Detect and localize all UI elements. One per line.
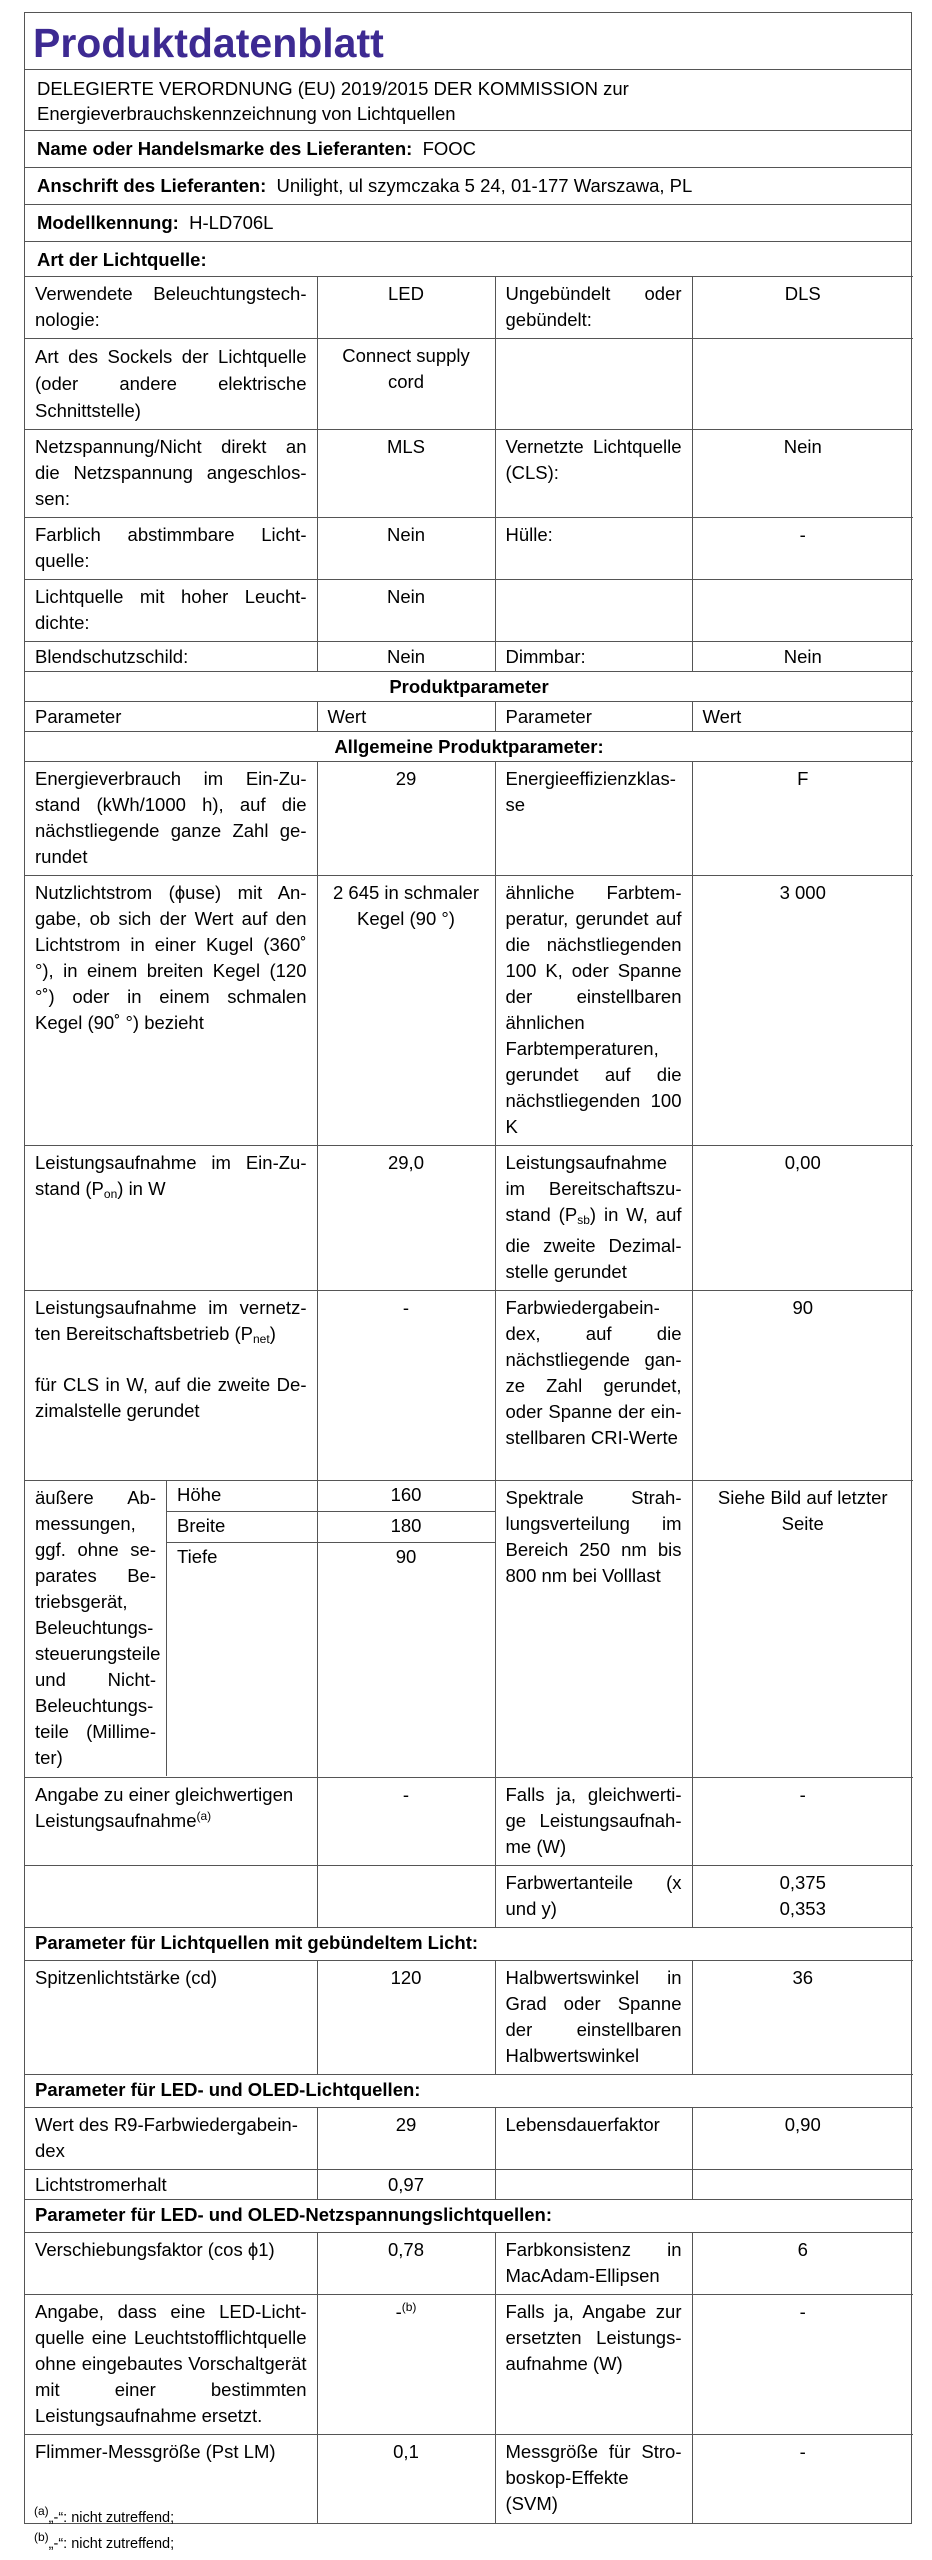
dimensions-label: äußere Abmessungen, ggf. ohne separates Betriebsgerät, Beleuchtungssteuerungsteile und Nicht-Beleuchtungsteile (Millimeter) [25, 1481, 167, 1776]
table-row [25, 277, 913, 339]
table-row [25, 339, 913, 430]
table-row [25, 1778, 913, 1866]
param-cell: Leistungsaufnahme im Bereitschaftszustand $(P_{sb})$ in W, auf die zweite Dezimalstelle gerundet [495, 1146, 692, 1291]
value-cell: - [317, 1778, 495, 1866]
chromaticity-y: 0,353 [779, 1898, 826, 1919]
param-cell: Falls ja, gleichwertige Leistungsaufnahme (W) [495, 1778, 692, 1866]
value-cell: 2 645 in schmaler Kegel (90 °) [317, 876, 495, 1146]
value-cell: 120 [317, 1961, 495, 2075]
param-cell: Lebensdauerfaktor [495, 2108, 692, 2170]
dimension-label: Tiefe [177, 1546, 218, 1567]
chromaticity-x: 0,375 [779, 1872, 826, 1893]
table-row [25, 2200, 913, 2233]
table-row [25, 1291, 913, 1481]
table-row [25, 672, 913, 702]
section-heading: Art der Lichtquelle: [25, 241, 911, 276]
param-cell: Spektrale Strahlungsverteilung im Bereich 250 nm bis 800 nm bei Volllast [495, 1481, 692, 1778]
table-row [25, 642, 913, 672]
model-label: Modellkennung: [37, 212, 179, 233]
table-row [25, 2233, 913, 2295]
param-cell: Netzspannung/Nicht direkt an die Netzspannung angeschlossen: [25, 430, 317, 518]
supplier-line [25, 130, 911, 167]
value-cell: 36 [692, 1961, 913, 2075]
address-line [25, 167, 911, 204]
regulation-text: DELEGIERTE VERORDNUNG (EU) 2019/2015 DER KOMMISSION zur Energieverbrauchskennzeichnung von Lichtquellen [25, 69, 911, 130]
value-cell [692, 339, 913, 430]
table-row [25, 1481, 913, 1778]
product-params-heading: Produktparameter [25, 672, 913, 702]
param-cell: Energieeffizienzklasse [495, 762, 692, 876]
param-cell: Farbwertanteile (x und y) [495, 1866, 692, 1928]
param-cell: Blendschutzschild: [25, 642, 317, 672]
value-cell: - [692, 1778, 913, 1866]
footnote: $^{(a)}$„-“: nicht zutreffend; [34, 2504, 175, 2526]
param-cell: Leistungsaufnahme im vernetzten Bereitschaftsbetrieb $(P_{net})$ für CLS in W, auf die zweite Dezimalstelle gerundet [25, 1291, 317, 1481]
table-row [25, 1928, 913, 1961]
value-cell [692, 2170, 913, 2200]
value-cell: 0,00 [692, 1146, 913, 1291]
table-row [25, 2108, 913, 2170]
param-cell [495, 580, 692, 642]
value-cell: F [692, 762, 913, 876]
dimension-value: 90 [395, 1546, 417, 1567]
supplier-label: Name oder Handelsmarke des Lieferanten: [37, 138, 413, 159]
address-value: Unilight, ul szymczaka 5 24, 01-177 Warszawa, PL [276, 175, 693, 196]
table-row [25, 876, 913, 1146]
param-cell: Wert des R9-Farbwiedergabeindex [25, 2108, 317, 2170]
table-row [25, 1961, 913, 2075]
column-header: Parameter [25, 702, 317, 732]
value-cell: Nein [317, 518, 495, 580]
table-row [25, 1146, 913, 1291]
dimension-label: Breite [167, 1512, 317, 1543]
value-cell: 0,90 [692, 2108, 913, 2170]
param-cell: Lichtstromerhalt [25, 2170, 317, 2200]
dimensions-values [317, 1481, 495, 1778]
value-cell: 0,97 [317, 2170, 495, 2200]
column-header: Wert [692, 702, 913, 732]
column-header: Wert [317, 702, 495, 732]
table-row [25, 1866, 913, 1928]
table-row [25, 580, 913, 642]
value-cell: Nein [692, 430, 913, 518]
value-cell: - [692, 518, 913, 580]
column-header: Parameter [495, 702, 692, 732]
value-cell: 3 000 [692, 876, 913, 1146]
param-cell: Nutzlichtstrom (ϕuse) mit Angabe, ob sich der Wert auf den Lichtstrom in einer Kugel (360˚ °), in einem breiten Kegel (120 °˚) oder in einem schmalen Kegel (90˚ °) bezieht [25, 876, 317, 1146]
value-cell: 0,1 [317, 2435, 495, 2523]
table-row [25, 2170, 913, 2200]
value-cell: LED [317, 277, 495, 339]
value-cell: 6 [692, 2233, 913, 2295]
param-cell: Leistungsaufnahme im Ein-Zustand $(P_{on})$ in W [25, 1146, 317, 1291]
footnote: $^{(b)}$„-“: nicht zutreffend; [34, 2530, 175, 2552]
page-title: Produktdatenblatt [33, 20, 384, 66]
value-cell: Connect supply cord [317, 339, 495, 430]
table-row [25, 518, 913, 580]
value-cell [692, 580, 913, 642]
value-cell: - [692, 2435, 913, 2523]
product-data-sheet [24, 12, 912, 2524]
value-cell [317, 1866, 495, 1928]
param-cell: Energieverbrauch im Ein-Zustand (kWh/1000 h), auf die nächstliegende ganze Zahl gerundet [25, 762, 317, 876]
table-row [25, 762, 913, 876]
value-cell: DLS [692, 277, 913, 339]
param-cell: Halbwertswinkel in Grad oder Spanne der einstellbaren Halbwertswinkel [495, 1961, 692, 2075]
value-cell: Nein [317, 642, 495, 672]
param-cell: Art des Sockels der Lichtquelle (oder andere elektrische Schnittstelle) [25, 339, 317, 430]
param-cell: Angabe, dass eine LED-Lichtquelle eine Leuchtstofflichtquelle ohne eingebautes Vorschaltgerät mit einer bestimmten Leistungsaufnahme ersetzt. [25, 2295, 317, 2435]
table-row [25, 2075, 913, 2108]
supplier-value: FOOC [422, 138, 477, 159]
general-params-heading: Allgemeine Produktparameter: [25, 732, 913, 762]
param-cell: Farbkonsistenz in MacAdam-Ellipsen [495, 2233, 692, 2295]
table-row [25, 2295, 913, 2435]
dimension-label: Höhe [167, 1481, 317, 1512]
dimension-labels [167, 1481, 317, 1776]
value-cell: - [692, 2295, 913, 2435]
param-cell: Messgröße für Stroboskop-Effekte (SVM) [495, 2435, 692, 2523]
model-line [25, 204, 911, 241]
value-cell: 0,78 [317, 2233, 495, 2295]
param-cell [495, 2170, 692, 2200]
param-cell: Hülle: [495, 518, 692, 580]
led-heading: Parameter für LED- und OLED-Lichtquellen: [25, 2075, 913, 2108]
value-cell [692, 1866, 913, 1928]
value-cell: -$^{(b)}$ [317, 2295, 495, 2435]
table-row [25, 702, 913, 732]
param-cell: Flimmer-Messgröße (Pst LM) [25, 2435, 317, 2523]
param-cell: Spitzenlichtstärke (cd) [25, 1961, 317, 2075]
param-cell: Farblich abstimmbare Lichtquelle: [25, 518, 317, 580]
value-cell: Siehe Bild auf letzter Seite [692, 1481, 913, 1778]
param-cell: ähnliche Farbtemperatur, gerundet auf die nächstliegenden 100 K, oder Spanne der einstellbaren ähnlichen Farbtemperaturen, gerundet auf die nächstliegenden 100 K [495, 876, 692, 1146]
value-cell: 90 [692, 1291, 913, 1481]
value-cell: 29 [317, 762, 495, 876]
param-cell: Vernetzte Lichtquelle (CLS): [495, 430, 692, 518]
dimensions-cell [25, 1481, 317, 1778]
param-cell: Ungebündelt oder gebündelt: [495, 277, 692, 339]
param-cell: Angabe zu einer gleichwertigen Leistungsaufnahme$^{(a)}$ [25, 1778, 317, 1866]
value-cell: MLS [317, 430, 495, 518]
value-cell: 29 [317, 2108, 495, 2170]
param-cell: Verwendete Beleuchtungstechnologie: [25, 277, 317, 339]
mains-heading: Parameter für LED- und OLED-Netzspannungslichtquellen: [25, 2200, 913, 2233]
param-cell [25, 1866, 317, 1928]
param-cell [495, 339, 692, 430]
table-row [25, 430, 913, 518]
address-label: Anschrift des Lieferanten: [37, 175, 267, 196]
param-cell: Verschiebungsfaktor (cos ϕ1) [25, 2233, 317, 2295]
directional-heading: Parameter für Lichtquellen mit gebündeltem Licht: [25, 1928, 913, 1961]
param-cell: Falls ja, Angabe zur ersetzten Leistungsaufnahme (W) [495, 2295, 692, 2435]
param-cell: Lichtquelle mit hoher Leuchtdichte: [25, 580, 317, 642]
value-cell: Nein [317, 580, 495, 642]
model-value: H-LD706L [189, 212, 274, 233]
value-cell: 29,0 [317, 1146, 495, 1291]
param-cell: Farbwiedergabeindex, auf die nächstliegende ganze Zahl gerundet, oder Spanne der einstellbaren CRI-Werte [495, 1291, 692, 1481]
parameter-table [25, 276, 913, 2523]
value-cell: - [317, 1291, 495, 1481]
footnotes [34, 2505, 174, 2557]
table-row [25, 732, 913, 762]
value-cell: Nein [692, 642, 913, 672]
param-cell: Dimmbar: [495, 642, 692, 672]
dimension-value: 180 [318, 1512, 495, 1543]
dimension-value: 160 [318, 1481, 495, 1512]
